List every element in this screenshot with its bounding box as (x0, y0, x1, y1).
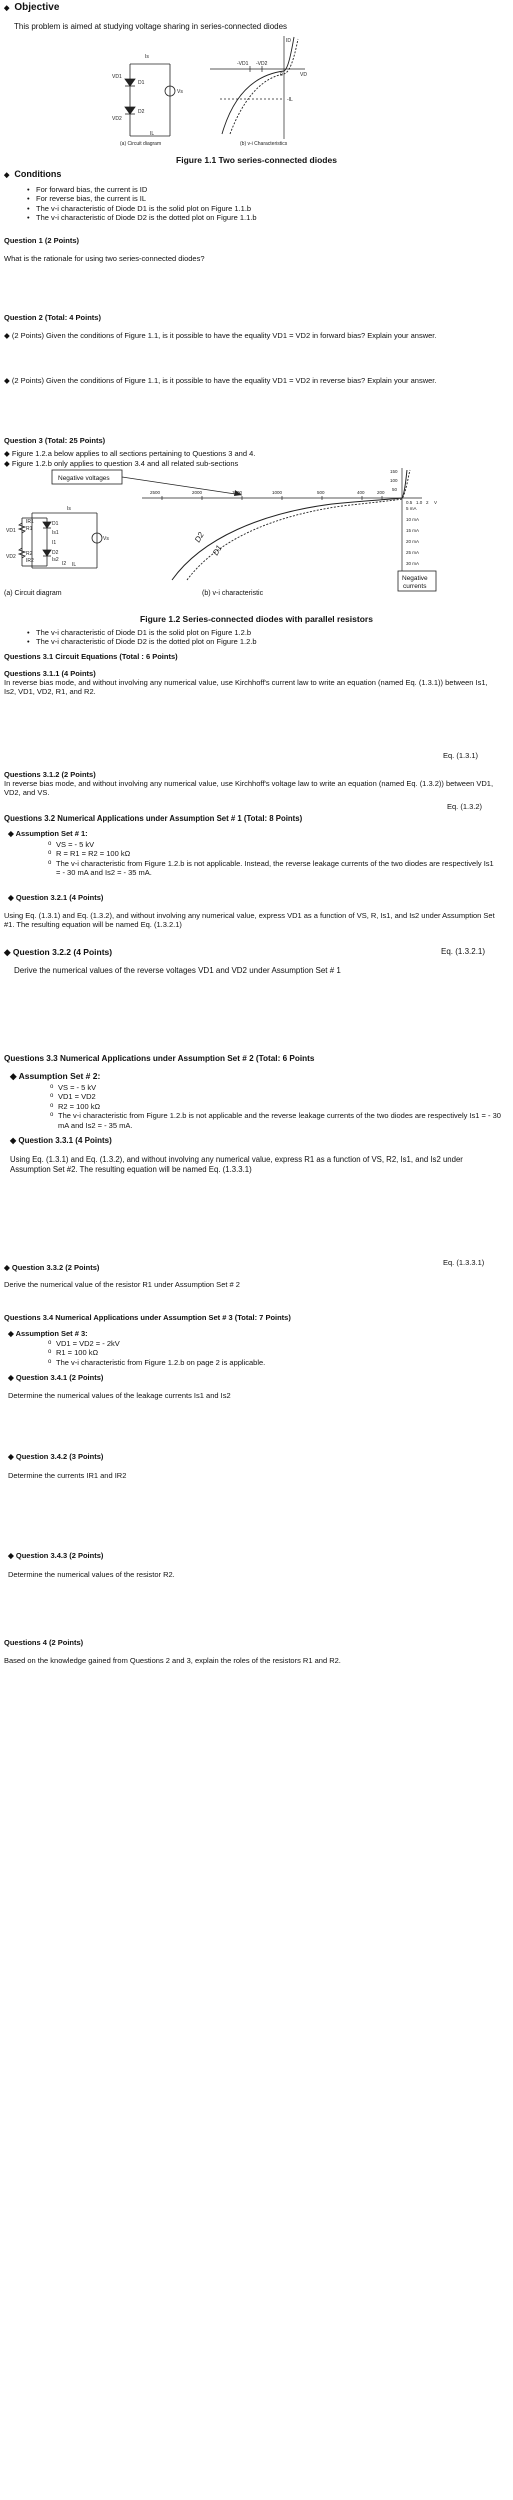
q343-title-text: Question 3.4.3 (2 Points) (15, 1551, 104, 1560)
q32-set-items (46, 840, 496, 878)
fig2-label-is: Is (67, 506, 71, 512)
neg-voltages-label: Negative voltages (58, 475, 110, 482)
fig2-y-tick: 20 mA (406, 539, 420, 544)
figure-1-2-caption: Figure 1.2 Series-connected diodes with parallel resistors (140, 614, 373, 624)
fig2-curve-d2-label: D2 (192, 530, 206, 544)
q32-set-title: ◆ Assumption Set # 1: (8, 829, 88, 838)
conditions-heading: ◆ Conditions (4, 169, 61, 181)
q312-text: In reverse bias mode, and without involving any numerical value, use Kirchhoff's voltage law to write an equation (named Eq. (1.3.2)) between VD1, VD2, and VS. (4, 779, 494, 798)
q34-set-title: ◆ Assumption Set # 3: (8, 1329, 88, 1338)
q4-text: Based on the knowledge gained from Questions 2 and 3, explain the roles of the resistors R1 and R2. (4, 1656, 341, 1665)
fig2-y-tick: 30 mA (406, 561, 420, 566)
fig2-y-tick: 5 mA (406, 506, 417, 511)
fig1-label-vd1: VD1 (112, 74, 122, 80)
figure-1-1-plot (210, 36, 305, 139)
conditions-list (24, 185, 257, 223)
fig2-label-r2: R2 (26, 551, 33, 557)
q32-title: Questions 3.2 Numerical Applications under Assumption Set # 1 (Total: 8 Points) (4, 814, 303, 823)
figure-1-2 (2, 468, 512, 606)
q332-title-text: Question 3.3.2 (2 Points) (11, 1263, 100, 1272)
fig2-y-tick: 25 mA (406, 550, 420, 555)
q2-a: ◆ (2 Points) Given the conditions of Figure 1.1, is it possible to have the equality VD1 = VD2 in forward bias? Explain your answer. (4, 331, 437, 340)
assumption-item: o VD1 = VD2 = - 2kV (56, 1339, 496, 1348)
q2-title: Question 2 (Total: 4 Points) (4, 313, 101, 322)
fig2-y-ticks (390, 469, 419, 566)
objective-heading: ◆ Objective (4, 2, 59, 15)
q34-title: Questions 3.4 Numerical Applications under Assumption Set # 3 (Total: 7 Points) (4, 1313, 291, 1322)
fig1-label-minus-il: -IL (287, 97, 293, 103)
fig2-y-tick: 10 mA (406, 517, 420, 522)
assumption-item: o VD1 = VD2 (58, 1092, 508, 1101)
fig2-d2-curve (187, 470, 410, 580)
fig1-left-caption: (a) Circuit diagram (120, 141, 162, 147)
eq-1-3-2: Eq. (1.3.2) (447, 802, 483, 811)
q3-item: ◆ Figure 1.2.a below applies to all sections pertaining to Questions 3 and 4. (4, 449, 256, 458)
q3-title: Question 3 (Total: 25 Points) (4, 436, 106, 445)
q341-title-text: Question 3.4.1 (2 Points) (15, 1373, 104, 1382)
neg-currents-label-1: Negative (402, 575, 428, 582)
fig2-label-vs: Vs (103, 536, 109, 542)
q33-set-title-text: Assumption Set # 2: (18, 1071, 101, 1081)
figure-1-1-caption: Figure 1.1 Two series-connected diodes (176, 155, 337, 165)
q341-text: Determine the numerical values of the leakage currents Is1 and Is2 (8, 1391, 231, 1400)
fig2-x-tick: 200 (377, 490, 385, 495)
q331-text: Using Eq. (1.3.1) and Eq. (1.3.2), and without involving any numerical value, express R1 as a function of VS, R2, Is1, and Is2 under Assumption Set #2. The resulting equation will be named Eq. (1.3.3.1) (10, 1155, 463, 1174)
fig1-label-zero: 0 (280, 72, 283, 78)
fig1-label-minus-vd1: -VD1 (237, 61, 249, 67)
q342-title: ◆ Question 3.4.2 (3 Points) (8, 1452, 104, 1461)
q322-text: Derive the numerical values of the reverse voltages VD1 and VD2 under Assumption Set # 1 (14, 966, 341, 975)
q2-b: ◆ (2 Points) Given the conditions of Figure 1.1, is it possible to have the equality VD1 = VD2 in reverse bias? Explain your answer. (4, 376, 437, 385)
q33-title: Questions 3.3 Numerical Applications under Assumption Set # 2 (Total: 6 Points (4, 1054, 315, 1063)
fig2-x-small-tick: 2 (426, 500, 429, 505)
fig1-label-d2: D2 (138, 109, 145, 115)
fig2-label-r1: R1 (26, 526, 33, 532)
fig2-label-vd1: VD1 (6, 528, 16, 534)
fig2-y-tick: 15 mA (406, 528, 420, 533)
q3-item: ◆ Figure 1.2.b only applies to question 3.4 and all related sub-sections (4, 459, 239, 468)
fig2-label-ir2: IR2 (26, 558, 34, 564)
q332-text: Derive the numerical value of the resistor R1 under Assumption Set # 2 (4, 1280, 240, 1289)
q34-set-items (46, 1339, 496, 1367)
fig2-label-ir1: IR1 (26, 519, 34, 525)
q2-a-text: (2 Points) Given the conditions of Figure 1.1, is it possible to have the equality VD1 = VD2 in forward bias? Explain your answer. (11, 331, 437, 340)
neg-currents-label-2: currents (403, 583, 427, 590)
fig1-right-caption: (b) v-i Characteristics (240, 141, 288, 147)
assumption-item: o The v-i characteristic from Figure 1.2.b is not applicable and the reverse leakage currents of the two diodes are respectively Is1 = - 30 mA and Is2 = - 35 mA. (58, 1111, 508, 1130)
q312-title: Questions 3.1.2 (2 Points) (4, 770, 96, 779)
fig2-x-tick: 500 (317, 490, 325, 495)
q332-title: ◆ Question 3.3.2 (2 Points) (4, 1263, 100, 1272)
q321-text: Using Eq. (1.3.1) and Eq. (1.3.2), and without involving any numerical value, express VD1 as a function of VS, R, Is1, and Is2 under Assumption Set #1. The resulting equation will be named Eq. (1.3.2.1) (4, 911, 495, 930)
fig1-d1-curve (222, 37, 294, 134)
q31-title: Questions 3.1 Circuit Equations (Total : 6 Points) (4, 652, 178, 661)
fig2-x-tick: 2500 (150, 490, 161, 495)
q3-item-text: Figure 1.2.a below applies to all sections pertaining to Questions 3 and 4. (11, 449, 256, 458)
fig2-x-small-tick: 0.5 (406, 500, 413, 505)
fig2-label-i1: I1 (52, 540, 57, 546)
fig2-x-tick: 1000 (272, 490, 283, 495)
fig2-y-tick: 100 (390, 478, 398, 483)
q342-text: Determine the currents IR1 and IR2 (8, 1471, 127, 1480)
objective-text: This problem is aimed at studying voltage sharing in series-connected diodes (14, 22, 288, 31)
q32-set-title-text: Assumption Set # 1: (15, 829, 88, 838)
q33-set-title: ◆ Assumption Set # 2: (10, 1071, 101, 1081)
fig2-x-small-tick: V (434, 500, 438, 505)
fig1-label-vs: Vs (177, 89, 183, 95)
fig2-y-tick: 150 (390, 469, 398, 474)
condition-item: • For reverse bias, the current is IL (36, 194, 257, 203)
fig2-x-tick: 400 (357, 490, 365, 495)
assumption-item: o VS = - 5 kV (58, 1083, 508, 1092)
assumption-item: o R1 = 100 kΩ (56, 1348, 496, 1357)
fig2-x-tick: 2000 (192, 490, 203, 495)
q322-title: ◆ Question 3.2.2 (4 Points) (4, 947, 113, 957)
q343-title: ◆ Question 3.4.3 (2 Points) (8, 1551, 104, 1560)
q3-note: • The v-i characteristic of Diode D2 is the dotted plot on Figure 1.2.b (36, 637, 257, 646)
fig2-right-caption: (b) v-i characteristic (202, 590, 264, 597)
fig1-label-id: ID (286, 38, 291, 44)
q1-title: Question 1 (2 Points) (4, 236, 80, 245)
q1-text: What is the rationale for using two series-connected diodes? (4, 254, 205, 263)
q321-title: ◆ Question 3.2.1 (4 Points) (8, 893, 104, 902)
q341-title: ◆ Question 3.4.1 (2 Points) (8, 1373, 104, 1382)
q3-note: • The v-i characteristic of Diode D1 is the solid plot on Figure 1.2.b (36, 628, 257, 637)
assumption-item: o The v-i characteristic from Figure 1.2.b on page 2 is applicable. (56, 1358, 496, 1367)
condition-item: • The v-i characteristic of Diode D1 is the solid plot on Figure 1.1.b (36, 204, 257, 213)
condition-item: • For forward bias, the current is ID (36, 185, 257, 194)
q331-title: ◆ Question 3.3.1 (4 Points) (10, 1136, 112, 1145)
fig1-label-il: IL (150, 131, 155, 137)
assumption-item: o The v-i characteristic from Figure 1.2.b is not applicable. Instead, the reverse leakage currents of the two diodes are respectively Is1 = - 30 mA and Is2 = - 35 mA. (56, 859, 496, 878)
figure-1-2-plot (142, 468, 422, 580)
assumption-item: o VS = - 5 kV (56, 840, 496, 849)
fig1-label-vd2: VD2 (112, 116, 122, 122)
q33-set-items (48, 1083, 508, 1130)
q322-title-text: Question 3.2.2 (4 Points) (12, 947, 113, 957)
fig2-d1-curve (172, 470, 407, 580)
q342-title-text: Question 3.4.2 (3 Points) (15, 1452, 104, 1461)
fig2-left-caption: (a) Circuit diagram (4, 590, 62, 597)
fig2-label-d2: D2 (52, 550, 59, 556)
fig2-label-i2: I2 (62, 561, 67, 567)
condition-item: • The v-i characteristic of Diode D2 is the dotted plot on Figure 1.1.b (36, 213, 257, 222)
fig2-x-small-tick: 1.0 (416, 500, 423, 505)
fig2-x-tick: 1500 (232, 490, 243, 495)
fig1-label-minus-vd2: -VD2 (256, 61, 268, 67)
fig2-curve-d1-label: D1 (210, 543, 224, 557)
q343-text: Determine the numerical values of the resistor R2. (8, 1570, 175, 1579)
q311-text: In reverse bias mode, and without involving any numerical value, use Kirchhoff's current law to write an equation (named Eq. (1.3.1)) between Is1, Is2, VD1, VD2, R1, and R2. (4, 678, 488, 697)
fig2-label-d1: D1 (52, 521, 59, 527)
eq-1-3-1: Eq. (1.3.1) (443, 751, 479, 760)
fig2-label-vd2: VD2 (6, 554, 16, 560)
fig1-d2-curve (230, 39, 298, 134)
q3-item-text: Figure 1.2.b only applies to question 3.4 and all related sub-sections (11, 459, 239, 468)
fig2-label-is1: Is1 (52, 530, 59, 536)
q311-title: Questions 3.1.1 (4 Points) (4, 669, 96, 678)
q34-set-title-text: Assumption Set # 3: (15, 1329, 88, 1338)
fig1-label-d1: D1 (138, 80, 145, 86)
assumption-item: o R2 = 100 kΩ (58, 1102, 508, 1111)
q3-notes (24, 628, 257, 647)
q4-title: Questions 4 (2 Points) (4, 1638, 84, 1647)
eq-1-3-3-1: Eq. (1.3.3.1) (443, 1258, 485, 1267)
assumption-item: o R = R1 = R2 = 100 kΩ (56, 849, 496, 858)
fig2-y-tick: 50 (392, 487, 398, 492)
fig2-label-il: IL (72, 562, 77, 568)
q2-b-text: (2 Points) Given the conditions of Figure 1.1, is it possible to have the equality VD1 = VD2 in reverse bias? Explain your answer. (11, 376, 437, 385)
fig1-label-vd: VD (300, 72, 307, 78)
fig2-label-is2: Is2 (52, 557, 59, 563)
q321-title-text: Question 3.2.1 (4 Points) (15, 893, 104, 902)
figure-1-1-circuit (125, 64, 175, 136)
q331-title-text: Question 3.3.1 (4 Points) (18, 1136, 112, 1145)
fig1-label-is: Is (145, 54, 149, 60)
eq-1-3-2-1: Eq. (1.3.2.1) (441, 947, 486, 956)
fig2-x-ticks (150, 490, 437, 505)
